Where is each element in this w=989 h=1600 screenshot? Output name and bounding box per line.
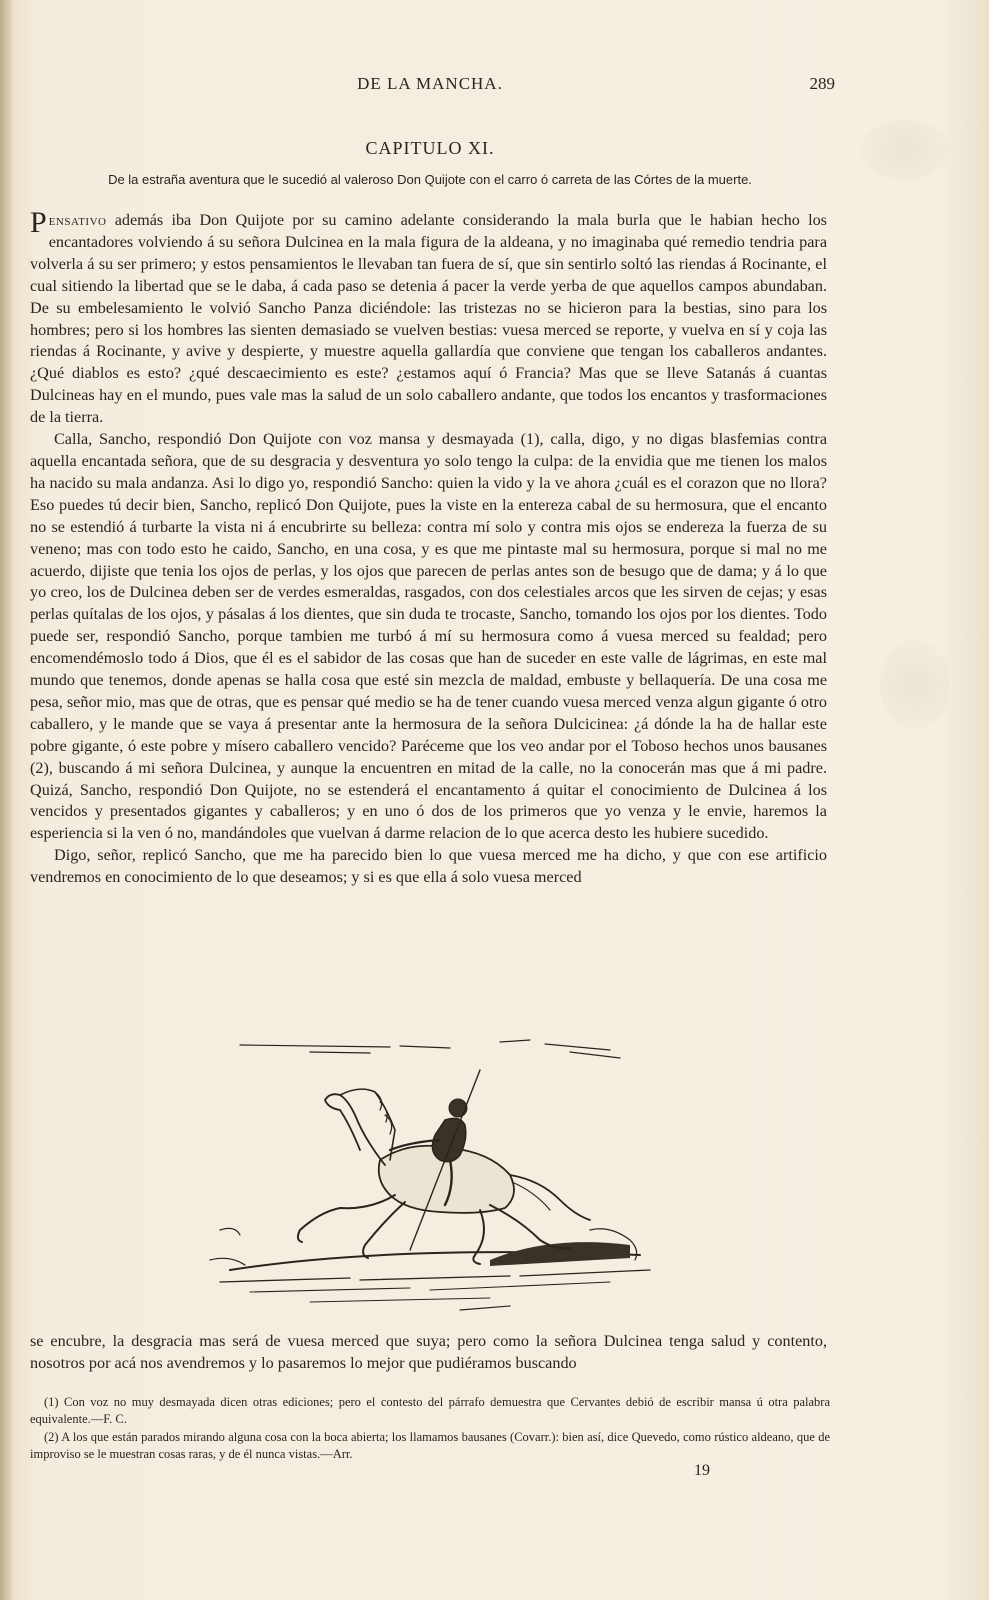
running-head [30, 74, 835, 98]
drop-cap: P [30, 206, 47, 239]
page-spine-shadow [0, 0, 12, 1600]
horse-rider-engraving-icon [190, 1030, 660, 1320]
body-text [30, 206, 827, 889]
body-text-continued [30, 1331, 827, 1375]
paper-stain [860, 120, 950, 180]
footnote: (2) A los que están parados mirando alguna cosa con la boca abierta; los llamamos bausanes (Covarr.): bien así, dice Quevedo, como rústico aldeano, que de improviso se le muestran cosas raras, y de él nunca vistas.—Arr. [30, 1430, 830, 1461]
paragraph: Calla, Sancho, respondió Don Quijote con voz mansa y desmayada (1), calla, digo, y no digas blasfemias contra aquella encantada señora, que de su desgracia y desventura yo solo tengo la culpa: de la envidia que me tienen los malos ha nacido su mala andanza. Asi lo digo yo, respondió Sancho: quien la vido y la ve ahora ¿cuál es el corazon que no llora? Eso puedes tú decir bien, Sancho, replicó Don Quijote, pues la viste en la entereza cabal de su hermosura, que el encanto no se estendió á turbarte la vista ni á encubrirte su belleza: contra mí solo y contra mis ojos se endereza la fuerza de su veneno; mas con todo esto he caido, Sancho, en una cosa, y es que me pintaste mal su hermosura, porque si mal no me acuerdo, dijiste que tenia los ojos de perlas, y los ojos que parecen de perlas antes son de besugo que de dama; y á lo que yo creo, los de Dulcinea deben ser de verdes esmeraldas, rasgados, con dos celestiales arcos que les sirven de cejas; y esas perlas quítalas de los ojos, y pásalas á los dientes, que sin duda te trocaste, Sancho, tomando los ojos por los dientes. Todo puede ser, respondió Sancho, porque tambien me turbó á mí su hermosura como á vuesa merced su fealdad; pero encomendémoslo todo á Dios, que él es el sabidor de las cosas que han de suceder en este valle de lágrimas, en este mal mundo que tenemos, donde apenas se halla cosa que esté sin mezcla de maldad, embuste y bellaquería. De una cosa me pesa, señor mio, mas que de otras, que es pensar qué medio se ha de tener cuando vuesa merced venza algun gigante ó otro caballero, y le mande que se vaya á presentar ante la hermosura de la señora Dulcicinea: ¿á dónde la ha de hallar este pobre gigante, ó este pobre y mísero caballero vencido? Paréceme que los veo andar por el Toboso hechos unos bausanes (2), buscando á mi señora Dulcinea, y aunque la encuentren en mitad de la calle, no la conocerán mas que á mi padre. Quizá, Sancho, respondió Don Quijote, no se estenderá el encantamento á quitar el conocimiento de Dulcinea á los vencidos y presentados gigantes y caballeros; y en uno ó dos de los primeros que yo venza y le envie, haremos la esperiencia si la ven ó no, mandándoles que vuelvan á darme relacion de lo que acerca desto les hubiere sucedido. [30, 430, 827, 843]
footnote: (1) Con voz no muy desmayada dicen otras ediciones; pero el contesto del párrafo demuestra que Cervantes debió de escribir mansa ú otra palabra equivalente.—F. C. [30, 1395, 830, 1426]
paragraph: Digo, señor, replicó Sancho, que me ha parecido bien lo que vuesa merced me ha dicho, y que con ese artificio vendremos en conocimiento de lo que deseamos; y si es que ella á solo vuesa merced [30, 846, 827, 887]
running-title: DE LA MANCHA. [357, 74, 503, 93]
first-word: ensativo [48, 211, 107, 229]
chapter-title: CAPITULO XI. [365, 138, 495, 158]
footnotes [30, 1394, 830, 1464]
chapter-summary: De la estraña aventura que le sucedió al valeroso Don Quijote con el carro ó carreta de las Córtes de la muerte. [108, 172, 752, 187]
paragraph [30, 206, 827, 429]
paragraph-text: además iba Don Quijote por su camino adelante considerando la mala burla que le habian hecho los encantadores volviendo á su señora Dulcinea en la mala figura de la aldeana, y no imaginaba qué remedio tendria para volverla á su ser primero; y estos pensamientos le llevaban tan fuera de sí, que sin sentirlo soltó las riendas á Rocinante, el cual sitiendo la libertad que se le daba, á cada paso se detenia á pacer la verde yerba de que aquellos campos abundaban. De su embelesamiento le volvió Sancho Panza diciéndole: las tristezas no se hicieron para la bestias, sino para los hombres; pero si los hombres las sienten demasiado se vuelven bestias: vuesa merced se reporte, y vuelva en sí y coja las riendas á Rocinante, y avive y despierte, y muestre aquella gallardía que conviene que tengan los caballeros andantes. ¿Qué diablos es esto? ¿qué descaecimiento es este? ¿estamos aquí ó Francia? Mas que se lleve Satanás á cuantas Dulcineas hay en el mundo, pues vale mas la salud de un solo caballero andante, que todos los encantos y trasformaciones de la tierra. [30, 211, 827, 427]
signature-mark: 19 [694, 1462, 710, 1479]
page-number: 289 [809, 74, 835, 93]
paper-stain [880, 640, 950, 730]
paragraph: se encubre, la desgracia mas será de vuesa merced que suya; pero como la señora Dulcinea tenga salud y contento, nosotros por acá nos avendremos y lo pasaremos lo mejor que pudiéramos buscando [30, 1332, 827, 1372]
